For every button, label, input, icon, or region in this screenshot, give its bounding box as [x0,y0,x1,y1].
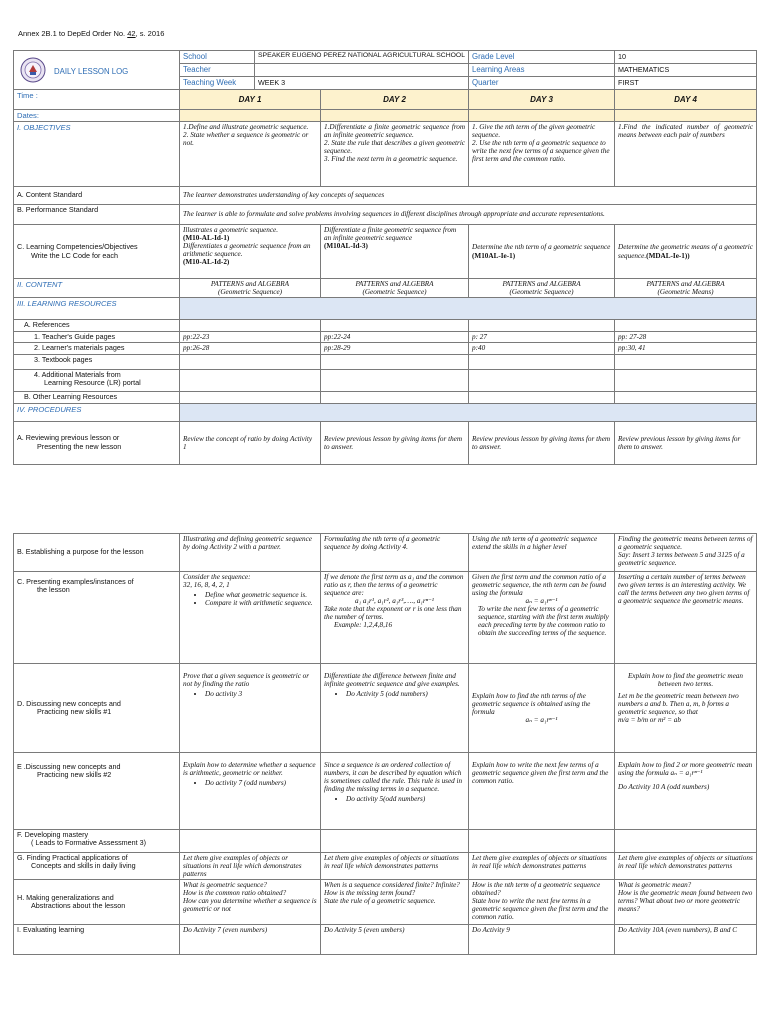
applications-day-2: Let them give examples of objects or situations in real life which demonstrates patterns [321,853,469,880]
additional-materials-label: 4. Additional Materials from Learning Resource (LR) portal [14,369,180,391]
content-label: II. CONTENT [14,279,180,298]
applications-day-4: Let them give examples of objects or situations in real life which demonstrates patterns [615,853,757,880]
textbook-pages-label: 3. Textbook pages [14,354,180,369]
generalizations-label: H. Making generalizations and Abstractions about the lesson [14,880,180,925]
discussing-1-day-1: Prove that a given sequence is geometric or not by finding the ratio • Do activity 3 [180,664,321,753]
teachers-guide-day-3: p: 27 [469,331,615,342]
content-day-3: PATTERNS and ALGEBRA (Geometric Sequence) [469,279,615,298]
examples-day-1: Consider the sequence: 32, 16, 8, 4, 2, 1 • Define what geometric sequence is. • Compare it with arithmetic sequence. [180,572,321,664]
lc-code: (M10-AL-Id-2) [183,258,230,267]
discussing-2-day-2: Since a sequence is an ordered collection of numbers, it can be described by equation which is sometimes called the rule. This rule is used in finding the missing terms in a sequence. • Do activity 5(odd numbers) [321,753,469,830]
quarter-label: Quarter [469,77,615,90]
learning-areas-label: Learning Areas [469,64,615,77]
applications-day-3: Let them give examples of objects or situations in real life which demonstrates patterns [469,853,615,880]
generalizations-day-1: What is geometric sequence? How is the common ratio obtained? How can you determine whether a sequence is geometric or not [180,880,321,925]
teachers-guide-day-4: pp: 27-28 [615,331,757,342]
applications-day-1: Let them give examples of objects or situations in real life which demonstrates patterns [180,853,321,880]
content-day-4: PATTERNS and ALGEBRA (Geometric Means) [615,279,757,298]
school-label: School [180,51,255,64]
learners-materials-day-4: pp:30, 41 [615,343,757,354]
learners-materials-label: 2. Learner's materials pages [14,343,180,354]
teacher-value [255,64,469,77]
day-2-header: DAY 2 [321,90,469,110]
list-item: • Do activity 7 (odd numbers) [205,779,317,787]
discussing-1-day-3: Explain how to find the nth terms of the geometric sequence is obtained using the formula aₙ = a₁rⁿ⁻¹ [469,664,615,753]
discussing-2-day-4: Explain how to find 2 or more geometric mean using the formula aₙ = a₁rⁿ⁻¹ Do Activity 10 A (odd numbers) [615,753,757,830]
establishing-purpose-label: B. Establishing a purpose for the lesson [14,534,180,572]
teachers-guide-label: 1. Teacher's Guide pages [14,331,180,342]
teachers-guide-day-2: pp:22-24 [321,331,469,342]
examples-day-2: If we denote the first term as a₁ and the common ratio as r, then the terms of a geometric sequence are: a₁ a₁r¹, a₁r², a₁r³,…., a₁rⁿ⁻¹ Take note that the exponent or r is one less than the number of terms. Example: 1,2,4,8,16 [321,572,469,664]
list-item: • Do Activity 5 (odd numbers) [346,690,465,698]
discussing-2-day-3: Explain how to write the next few terms of a geometric sequence given the first term and the common ratio. [469,753,615,830]
teaching-week-value: WEEK 3 [255,77,469,90]
teacher-label: Teacher [180,64,255,77]
evaluating-day-3: Do Activity 9 [469,925,615,955]
log-title: DAILY LESSON LOG [54,67,129,76]
developing-mastery-label: F. Developing mastery ( Leads to Formative Assessment 3) [14,830,180,853]
list-item: • Do activity 3 [205,690,317,698]
practical-applications-label: G. Finding Practical applications of Concepts and skills in daily living [14,853,180,880]
references-label: A. References [14,320,180,331]
date-day-4 [615,110,757,122]
objectives-day-2: 1.Differentiate a finite geometric sequence from an infinite geometric sequence. 2. State the rule that describes a given geometric sequence. 3. Find the next term in a geometric sequence. [321,122,469,187]
generalizations-day-2: When is a sequence considered finite? Infinite? How is the missing term found? State the rule of a geometric sequence. [321,880,469,925]
lc-code: (M10-AL-Id-1) [183,234,230,243]
procedures-label: IV. PROCEDURES [14,403,180,421]
day-1-header: DAY 1 [180,90,321,110]
content-day-2: PATTERNS and ALGEBRA (Geometric Sequence) [321,279,469,298]
dates-label: Dates: [14,110,180,122]
reviewing-day-4: Review previous lesson by giving items for them to answer. [615,421,757,464]
performance-standard-text: The learner is able to formulate and solve problems involving sequences in different disciplines through appropriate and accurate representations. [180,205,757,225]
time-label: Time : [14,90,180,110]
evaluating-learning-label: I. Evaluating learning [14,925,180,955]
learners-materials-day-1: pp:26-28 [180,343,321,354]
purpose-day-4: Finding the geometric means between terms of a geometric sequence. Say: Insert 3 terms between 5 and 3125 of a geometric sequence. [615,534,757,572]
grade-level-value: 10 [615,51,757,64]
date-day-1 [180,110,321,122]
discussing-2-day-1: Explain how to determine whether a sequence is arithmetic, geometric or neither. • Do activity 7 (odd numbers) [180,753,321,830]
list-item: • Do activity 5(odd numbers) [346,795,465,803]
evaluating-day-4: Do Activity 10A (even numbers), B and C [615,925,757,955]
competencies-day-3: Determine the nth term of a geometric sequence (M10AL-Ie-1) [469,225,615,279]
discussing-concepts-1-label: D. Discussing new concepts and Practicing new skills #1 [14,664,180,753]
content-standard-text: The learner demonstrates understanding of key concepts of sequences [180,187,757,205]
competencies-day-4: Determine the geometric means of a geometric sequence.(MDAL-Ie-1)) [615,225,757,279]
objectives-day-4: 1.Find the indicated number of geometric means between each pair of numbers [615,122,757,187]
discussing-1-day-2: Differentiate the difference between finite and infinite geometric sequence and give examples. • Do Activity 5 (odd numbers) [321,664,469,753]
content-standard-label: A. Content Standard [14,187,180,205]
grade-level-label: Grade Level [469,51,615,64]
daily-lesson-log-table-2 [13,533,757,955]
annex-line: Annex 2B.1 to DepEd Order No. 42, s. 2016 [18,29,165,38]
deped-seal-icon [20,57,46,83]
procedures-band [180,403,757,421]
daily-lesson-log-table-1 [13,50,757,465]
learning-areas-value: MATHEMATICS [615,64,757,77]
learners-materials-day-2: pp:28-29 [321,343,469,354]
objectives-day-1: 1.Define and illustrate geometric sequence. 2. State whether a sequence is geometric or not. [180,122,321,187]
reviewing-day-3: Review previous lesson by giving items for them to answer. [469,421,615,464]
objectives-label: I. OBJECTIVES [14,122,180,187]
list-item: • Define what geometric sequence is. [205,591,317,599]
objectives-day-3: 1. Give the nth term of the given geometric sequence. 2. Use the nth term of a geometric sequence to write the next few terms of a sequence given the first term and the common ratio. [469,122,615,187]
order-number: 42 [127,29,136,38]
examples-day-3: Given the first term and the common ratio of a geometric sequence, the nth term can be found using the formula aₙ = a₁rⁿ⁻¹ To write the next few terms of a geometric sequence, starting with the first term multiply each preceding term by the common ratio to obtain the succeeding terms of the sequence. [469,572,615,664]
purpose-day-2: Formulating the nth term of a geometric sequence by doing Activity 4. [321,534,469,572]
other-resources-label: B. Other Learning Resources [14,391,180,403]
discussing-concepts-2-label: E .Discussing new concepts and Practicing new skills #2 [14,753,180,830]
learning-resources-label: III. LEARNING RESOURCES [14,298,180,320]
presenting-examples-label: C. Presenting examples/instances of the lesson [14,572,180,664]
discussing-1-day-4: Explain how to find the geometric mean between two terms. Let m be the geometric mean between two numbers a and b. Then a, m, b forms a geometric sequence, so that m/a = b/m or m² = ab [615,664,757,753]
lc-code: (M10AL-Id-3) [324,242,368,251]
reviewing-lesson-label: A. Reviewing previous lesson or Presenting the new lesson [14,421,180,464]
list-item: • Compare it with arithmetic sequence. [205,599,317,607]
competencies-day-1: Illustrates a geometric sequence. (M10-AL-Id-1) Differentiates a geometric sequence from an arithmetic sequence. (M10-AL-Id-2) [180,225,321,279]
learners-materials-day-3: p:40 [469,343,615,354]
day-4-header: DAY 4 [615,90,757,110]
lc-code: (MDAL-Ie-1) [646,251,688,260]
content-day-1: PATTERNS and ALGEBRA (Geometric Sequence) [180,279,321,298]
quarter-value: FIRST [615,77,757,90]
competencies-day-2: Differentiate a finite geometric sequence from an infinite geometric sequence (M10AL-Id-3) [321,225,469,279]
generalizations-day-4: What is geometric mean? How is the geometric mean found between two terms? What about two or more geometric means? [615,880,757,925]
performance-standard-label: B. Performance Standard [14,205,180,225]
day-3-header: DAY 3 [469,90,615,110]
evaluating-day-1: Do Activity 7 (even numbers) [180,925,321,955]
examples-day-4: Inserting a certain number of terms between two given terms is an interesting activity. We call the terms between any two given terms of a geometric sequence the geometric means. [615,572,757,664]
teachers-guide-day-1: pp:22-23 [180,331,321,342]
generalizations-day-3: How is the nth term of a geometric sequence obtained? State how to write the next few terms in a geometric sequence given the first term and the common ratio. [469,880,615,925]
competencies-label: C. Learning Competencies/Objectives Write the LC Code for each [14,225,180,279]
log-title-cell [14,51,180,90]
lc-code: (M10AL-Ie-1) [472,251,516,260]
date-day-3 [469,110,615,122]
date-day-2 [321,110,469,122]
reviewing-day-2: Review previous lesson by giving items for them to answer. [321,421,469,464]
teaching-week-label: Teaching Week [180,77,255,90]
learning-resources-band [180,298,757,320]
reviewing-day-1: Review the concept of ratio by doing Activity 1 [180,421,321,464]
school-value: SPEAKER EUGENO PEREZ NATIONAL AGRICULTURAL SCHOOL [255,51,469,64]
purpose-day-3: Using the nth term of a geometric sequence extend the skills in a higher level [469,534,615,572]
evaluating-day-2: Do Activity 5 (even umbers) [321,925,469,955]
purpose-day-1: Illustrating and defining geometric sequence by doing Activity 2 with a partner. [180,534,321,572]
